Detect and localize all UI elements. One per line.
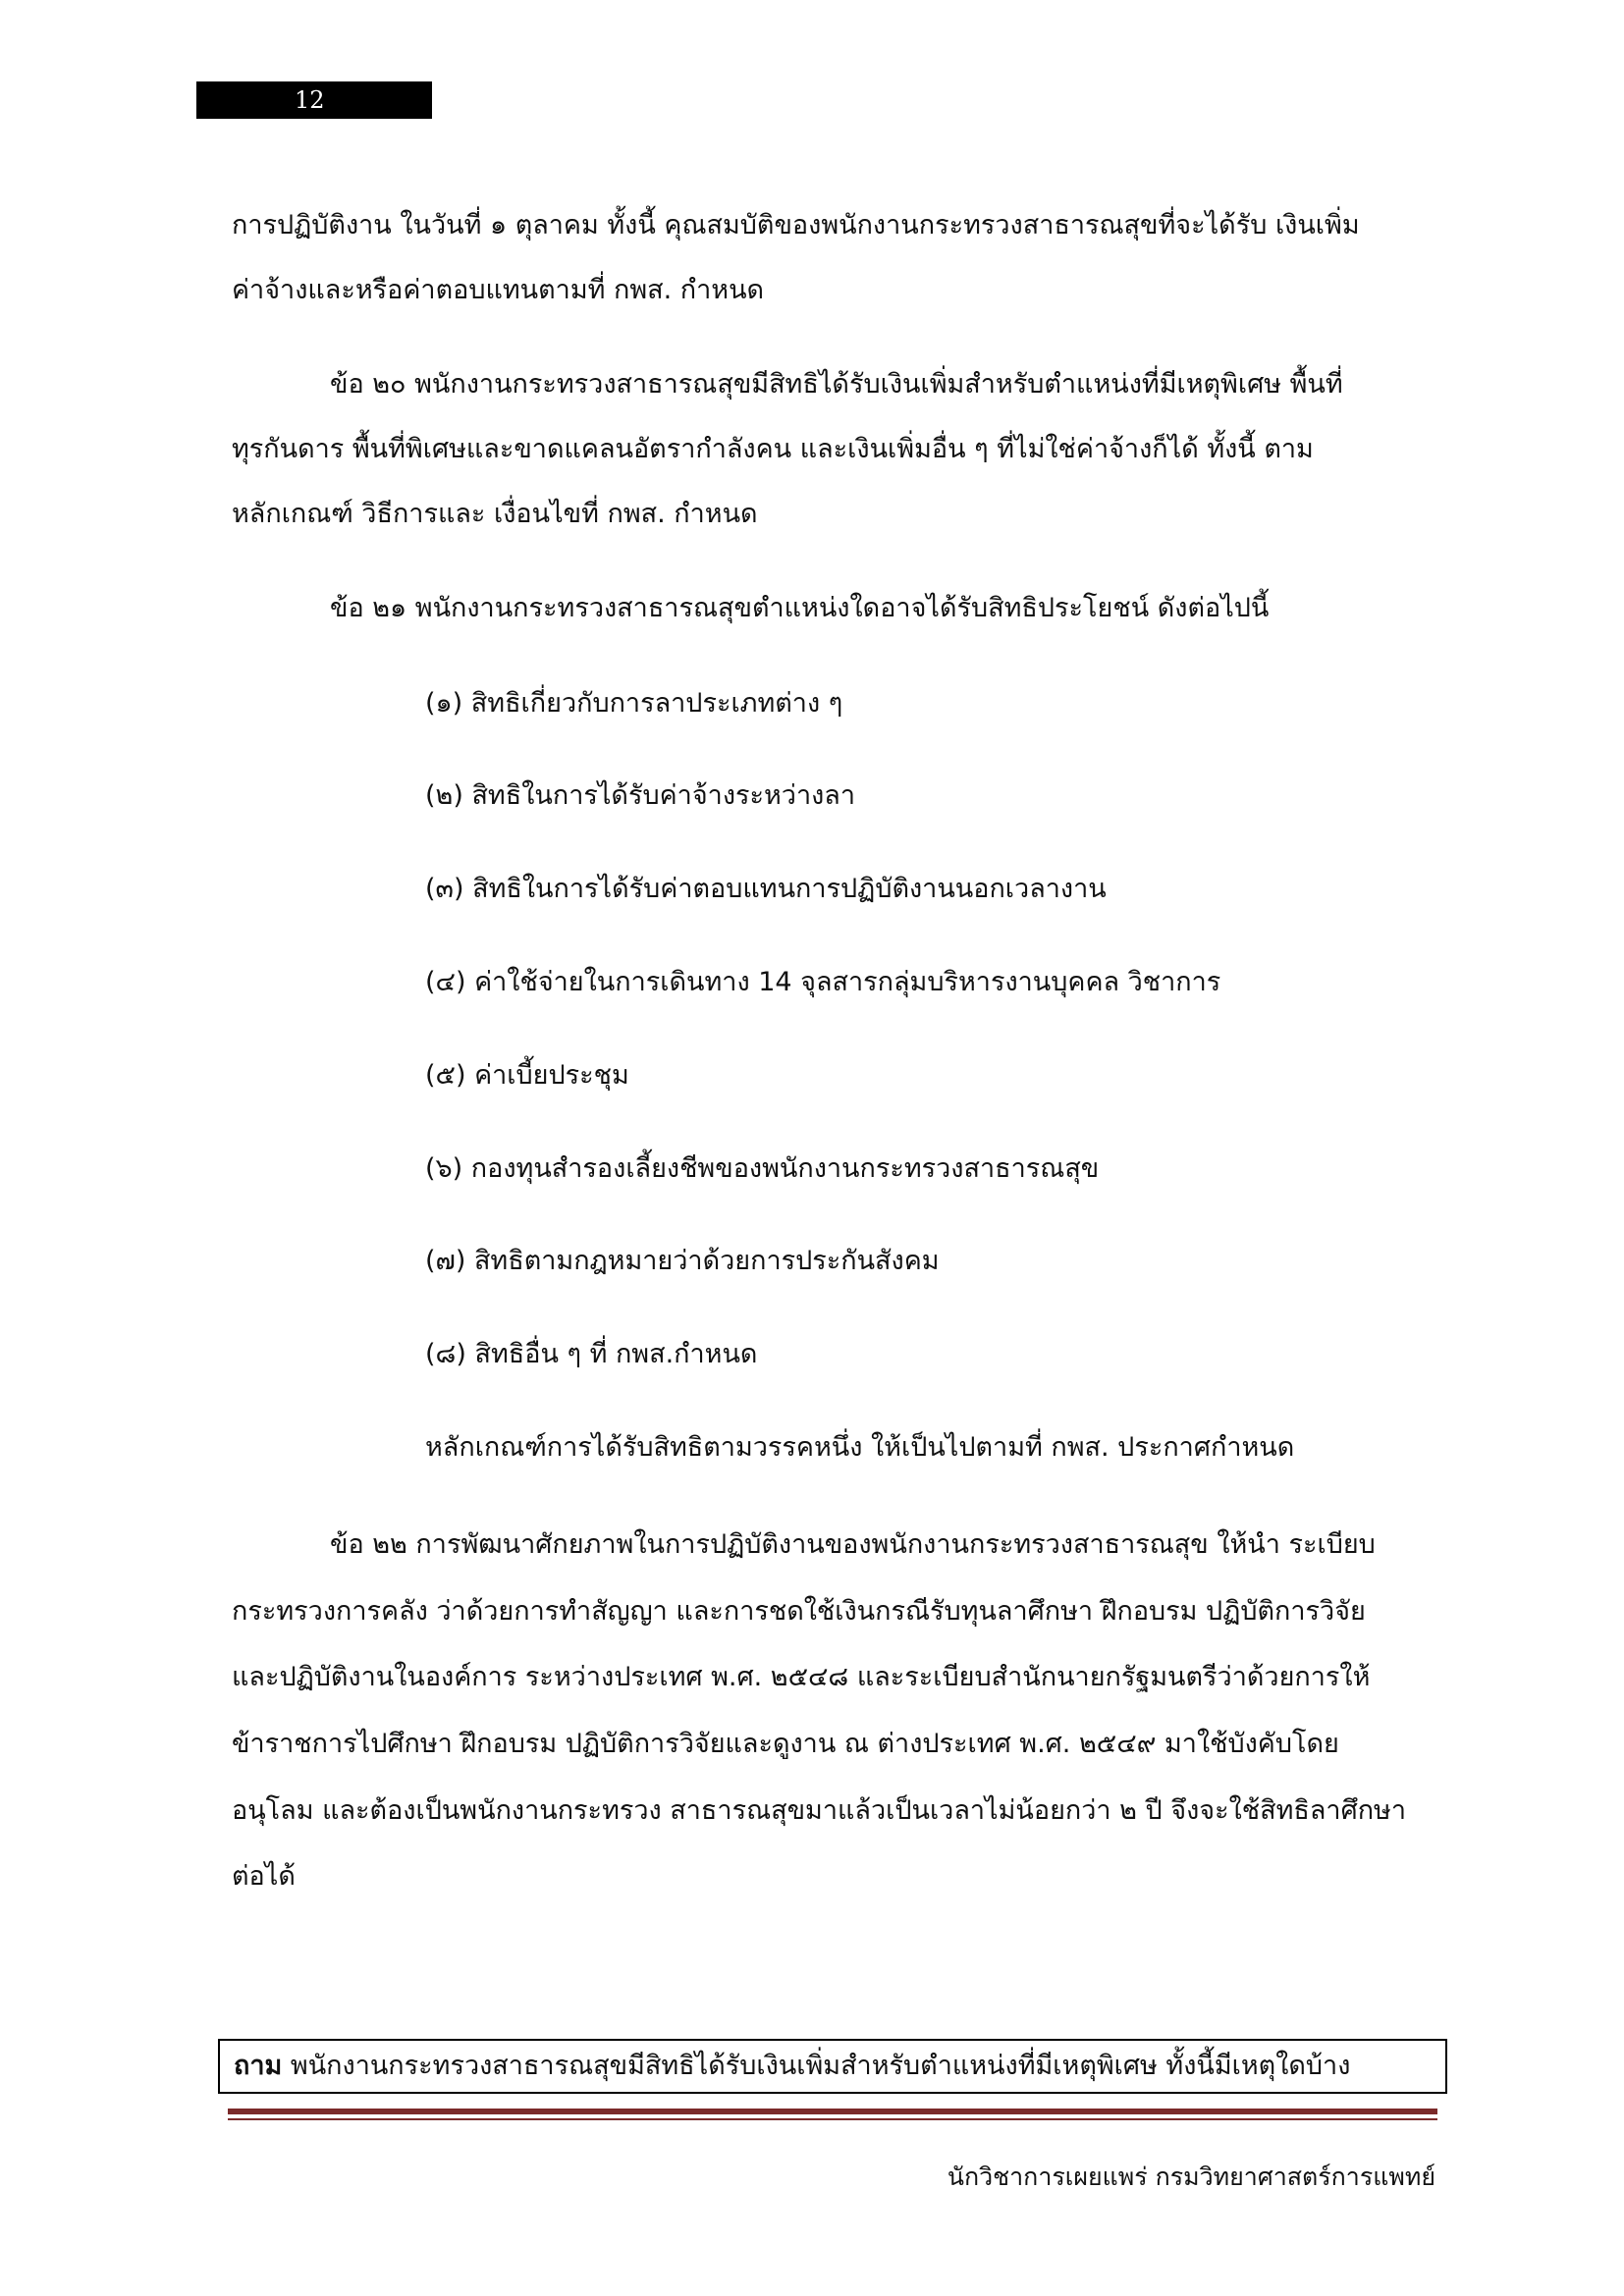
question-text: พนักงานกระทรวงสาธารณสุขมีสิทธิได้รับเงินเพิ่มสำหรับตำแหน่งที่มีเหตุพิเศษ ทั้งนี้มีเหตุใดบ้าง [290,2051,1351,2081]
text-line: ทุรกันดาร พื้นที่พิเศษและขาดแคลนอัตรากำลังคน และเงินเพิ่มอื่น ๆ ที่ไม่ใช่ค่าจ้างก็ได้ ทั้งนี้ ตาม [232,434,1314,464]
text-line: การปฏิบัติงาน ในวันที่ ๑ ตุลาคม ทั้งนี้ คุณสมบัติของพนักงานกระทรวงสาธารณสุขที่จะได้รับ เงินเพิ่ม [232,210,1360,240]
text-line: (๓) สิทธิในการได้รับค่าตอบแทนการปฏิบัติงานนอกเวลางาน [425,874,1107,904]
footer-text: นักวิชาการเผยแพร่ กรมวิทยาศาสตร์การแพทย์ [947,2163,1435,2191]
text-line: ต่อได้ [232,1861,296,1892]
text-line: อนุโลม และต้องเป็นพนักงานกระทรวง สาธารณสุขมาแล้วเป็นเวลาไม่น้อยกว่า ๒ ปี จึงจะใช้สิทธิลาศึกษา [232,1795,1407,1826]
text-line: (๑) สิทธิเกี่ยวกับการลาประเภทต่าง ๆ [425,688,843,719]
text-line: หลักเกณฑ์ วิธีการและ เงื่อนไขที่ กพส. กำหนด [232,499,758,529]
text-line: ข้าราชการไปศึกษา ฝึกอบรม ปฏิบัติการวิจัยและดูงาน ณ ต่างประเทศ พ.ศ. ๒๕๔๙ มาใช้บังคับโดย [232,1729,1339,1759]
text-line: (๕) ค่าเบี้ยประชุม [425,1060,629,1091]
text-line: (๒) สิทธิในการได้รับค่าจ้างระหว่างลา [425,780,856,811]
text-line: ข้อ ๒๑ พนักงานกระทรวงสาธารณสุขตำแหน่งใดอาจได้รับสิทธิประโยชน์ ดังต่อไปนี้ [330,593,1270,623]
text-line: ข้อ ๒๐ พนักงานกระทรวงสาธารณสุขมีสิทธิได้รับเงินเพิ่มสำหรับตำแหน่งที่มีเหตุพิเศษ พื้นที่ [330,369,1343,400]
text-line: ค่าจ้างและหรือค่าตอบแทนตามที่ กพส. กำหนด [232,275,765,305]
text-line: (๘) สิทธิอื่น ๆ ที่ กพส.กำหนด [425,1339,758,1369]
text-line: หลักเกณฑ์การได้รับสิทธิตามวรรคหนึ่ง ให้เป็นไปตามที่ กพส. ประกาศกำหนด [425,1432,1295,1463]
text-line: ข้อ ๒๒ การพัฒนาศักยภาพในการปฏิบัติงานของพนักงานกระทรวงสาธารณสุข ให้นำ ระเบียบ [330,1529,1376,1560]
text-line: กระทรวงการคลัง ว่าด้วยการทำสัญญา และการชดใช้เงินกรณีรับทุนลาศึกษา ฝึกอบรม ปฏิบัติการวิจัย [232,1596,1366,1627]
footer-rule-thick [228,2109,1437,2114]
page-number: 12 [196,81,432,119]
question-label: ถาม [234,2051,283,2081]
text-line: (๖) กองทุนสำรองเลี้ยงชีพของพนักงานกระทรวงสาธารณสุข [425,1153,1100,1184]
text-line: (๔) ค่าใช้จ่ายในการเดินทาง 14 จุลสารกลุ่มบริหารงานบุคคล วิชาการ [425,967,1221,997]
text-line: (๗) สิทธิตามกฎหมายว่าด้วยการประกันสังคม [425,1246,940,1276]
text-line: และปฏิบัติงานในองค์การ ระหว่างประเทศ พ.ศ. ๒๕๔๘ และระเบียบสำนักนายกรัฐมนตรีว่าด้วยการให้ [232,1662,1371,1692]
footer-rule-thin [228,2118,1437,2120]
question-box [218,2039,1447,2094]
